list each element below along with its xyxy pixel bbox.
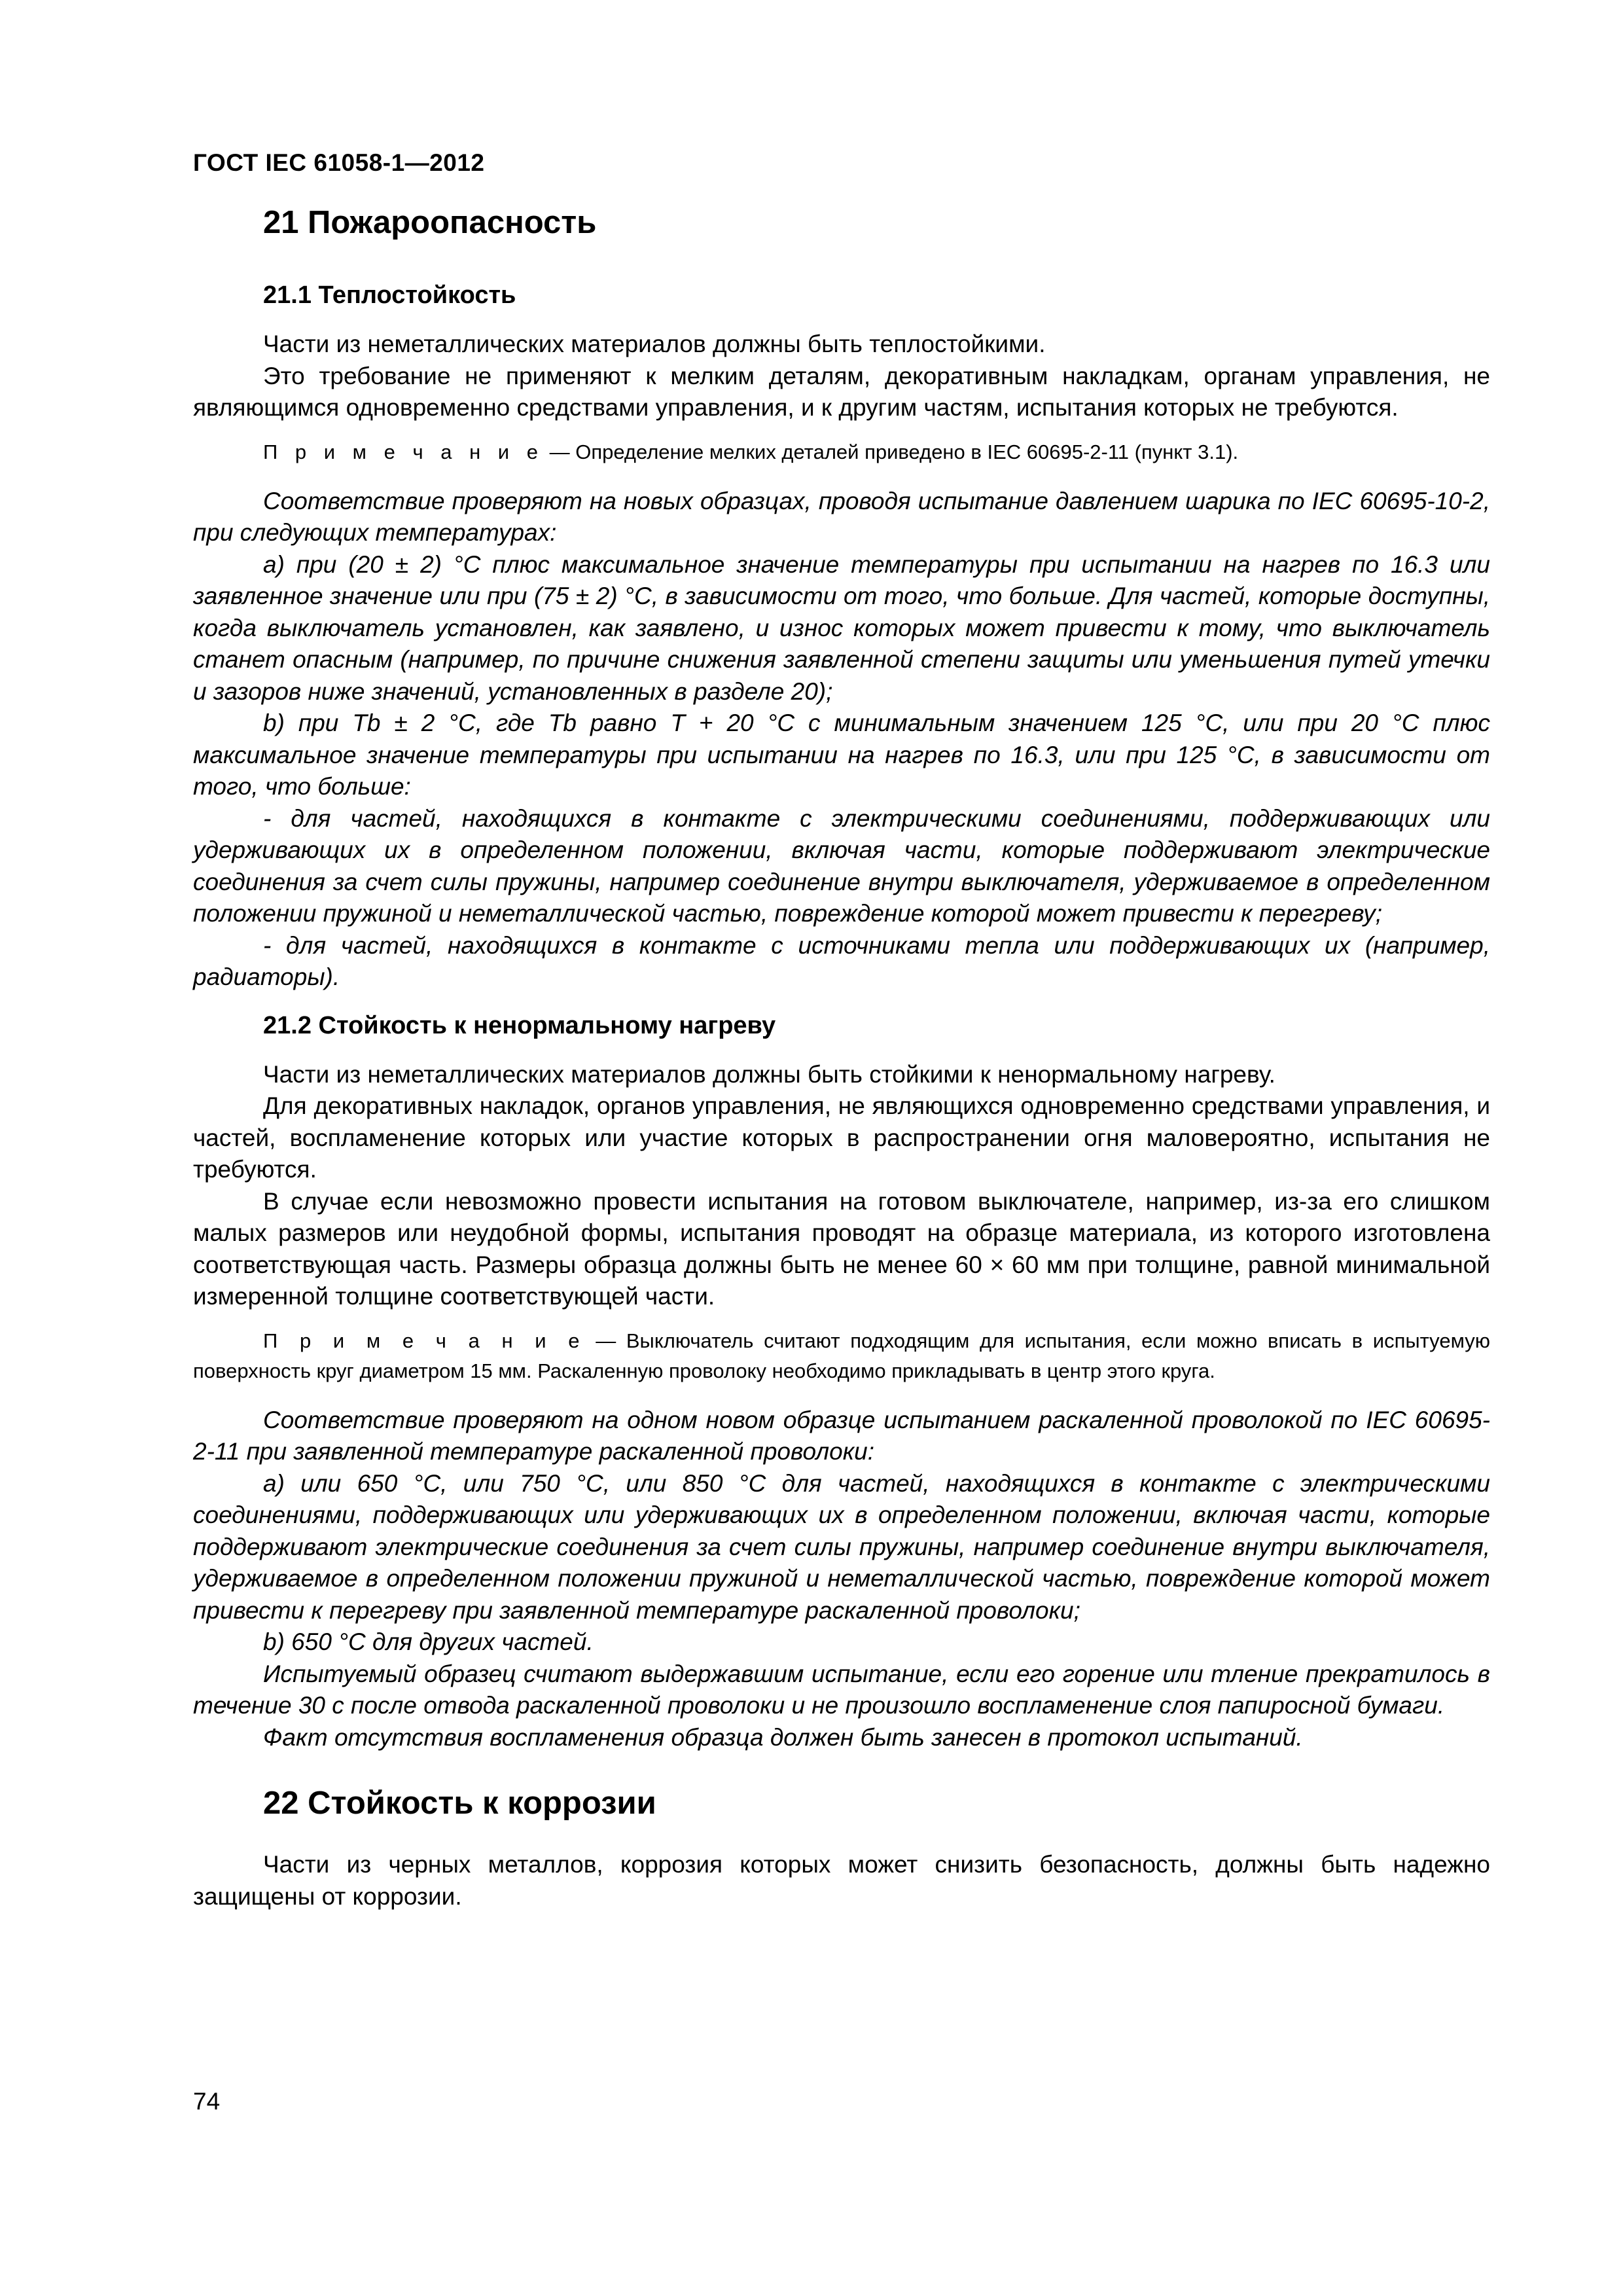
compliance-paragraph: - для частей, находящихся в контакте с электрическими соединениями, поддерживающих или удерживающих их в определенном положении, включая части, которые поддерживают электрические соединения за счет силы пружины, например соединение внутри выключателя, удерживаемое в определенном положении пружиной и неметаллической частью, повреждение которой может привести к перегреву; [193,804,1490,927]
page-number: 74 [193,2088,221,2115]
note [193,1326,1490,1386]
compliance-paragraph: - для частей, находящихся в контакте с источниками тепла или поддерживающих их (например, радиаторы). [193,931,1490,990]
paragraph: Для декоративных накладок, органов управления, не являющихся одновременно средствами управления, и частей, воспламенение которых или участие которых в распространении огня маловероятно, испытания не требуются. [193,1092,1490,1183]
paragraph: Части из неметаллических материалов должны быть стойкими к ненормальному нагреву. [263,1060,1275,1088]
note-label: П р и м е ч а н и е [263,1329,586,1352]
note-label: П р и м е ч а н и е [263,440,544,463]
compliance-paragraph: a) или 650 °С, или 750 °С, или 850 °С для частей, находящихся в контакте с электрическими соединениями, поддерживающих или удерживающих их в определенном положении, включая части, которые поддерживают электрические соединения за счет силы пружины, например соединение внутри выключателя, удерживаемое в определенном положении пружиной и неметаллической частью, повреждение которой может привести к перегреву при заявленной температуре раскаленной проволоки; [193,1469,1490,1624]
compliance-paragraph: Соответствие проверяют на одном новом образце испытанием раскаленной проволокой по IEC 60695-2-11 при заявленной температуре раскаленной проволоки: [193,1406,1490,1465]
note [193,437,1490,467]
paragraph: В случае если невозможно провести испытания на готовом выключателе, например, из-за его слишком малых размеров или неудобной формы, испытания проводят на образце материала, из которого изготовлена соответствующая часть. Размеры образца должны быть не менее 60 × 60 мм при толщине, равной минимальной измеренной толщине соответствующей части. [193,1187,1490,1310]
page-body [193,203,1490,1912]
section-22-heading: 22 Стойкость к коррозии [263,1785,656,1821]
compliance-paragraph: Соответствие проверяют на новых образцах, проводя испытание давлением шарика по IEC 60695-10-2, при следующих температурах: [193,487,1490,546]
subsection-21-1-heading: 21.1 Теплостойкость [263,281,516,309]
compliance-paragraph: a) при (20 ± 2) °С плюс максимальное значение температуры при испытании на нагрев по 16.3 или заявленное значение или при (75 ± 2) °С, в зависимости от того, что больше. Для частей, которые доступны, когда выключатель установлен, как заявлено, и износ которых может привести к тому, что выключатель станет опасным (например, по причине снижения заявленной степени защиты или уменьшения путей утечки и зазоров ниже значений, установленных в разделе 20); [193,550,1490,705]
subsection-21-2-heading: 21.2 Стойкость к ненормальному нагреву [263,1011,776,1039]
paragraph: Части из черных металлов, коррозия которых может снизить безопасность, должны быть надежно защищены от коррозии. [193,1851,1490,1910]
compliance-paragraph: b) 650 °С для других частей. [263,1628,594,1655]
note-text: — Выключатель считают подходящим для испытания, если можно вписать в испытуемую поверхность круг диаметром 15 мм. Раскаленную проволоку необходимо прикладывать в центр этого круга. [193,1329,1490,1382]
paragraph: Части из неметаллических материалов должны быть теплостойкими. [263,331,1046,357]
compliance-paragraph: Факт отсутствия воспламенения образца должен быть занесен в протокол испытаний. [263,1723,1303,1751]
paragraph: Это требование не применяют к мелким деталям, декоративным накладкам, органам управления, не являющимся одновременно средствами управления, и к другим частям, испытания которых не требуются. [193,362,1490,421]
note-text: — Определение мелких деталей приведено в IEC 60695-2-11 (пункт 3.1). [543,440,1239,463]
compliance-paragraph: b) при Tb ± 2 °С, где Tb равно T + 20 °С с минимальным значением 125 °С, или при 20 °С плюс максимальное значение температуры при испытании на нагрев по 16.3, или при 125 °С, в зависимости от того, что больше: [193,709,1490,800]
document-id: ГОСТ IEC 61058-1—2012 [193,149,485,176]
compliance-paragraph: Испытуемый образец считают выдержавшим испытание, если его горение или тление прекратилось в течение 30 с после отвода раскаленной проволоки и не произошло воспламенение слоя папиросной бумаги. [193,1660,1490,1719]
section-21-heading: 21 Пожароопасность [263,205,597,240]
